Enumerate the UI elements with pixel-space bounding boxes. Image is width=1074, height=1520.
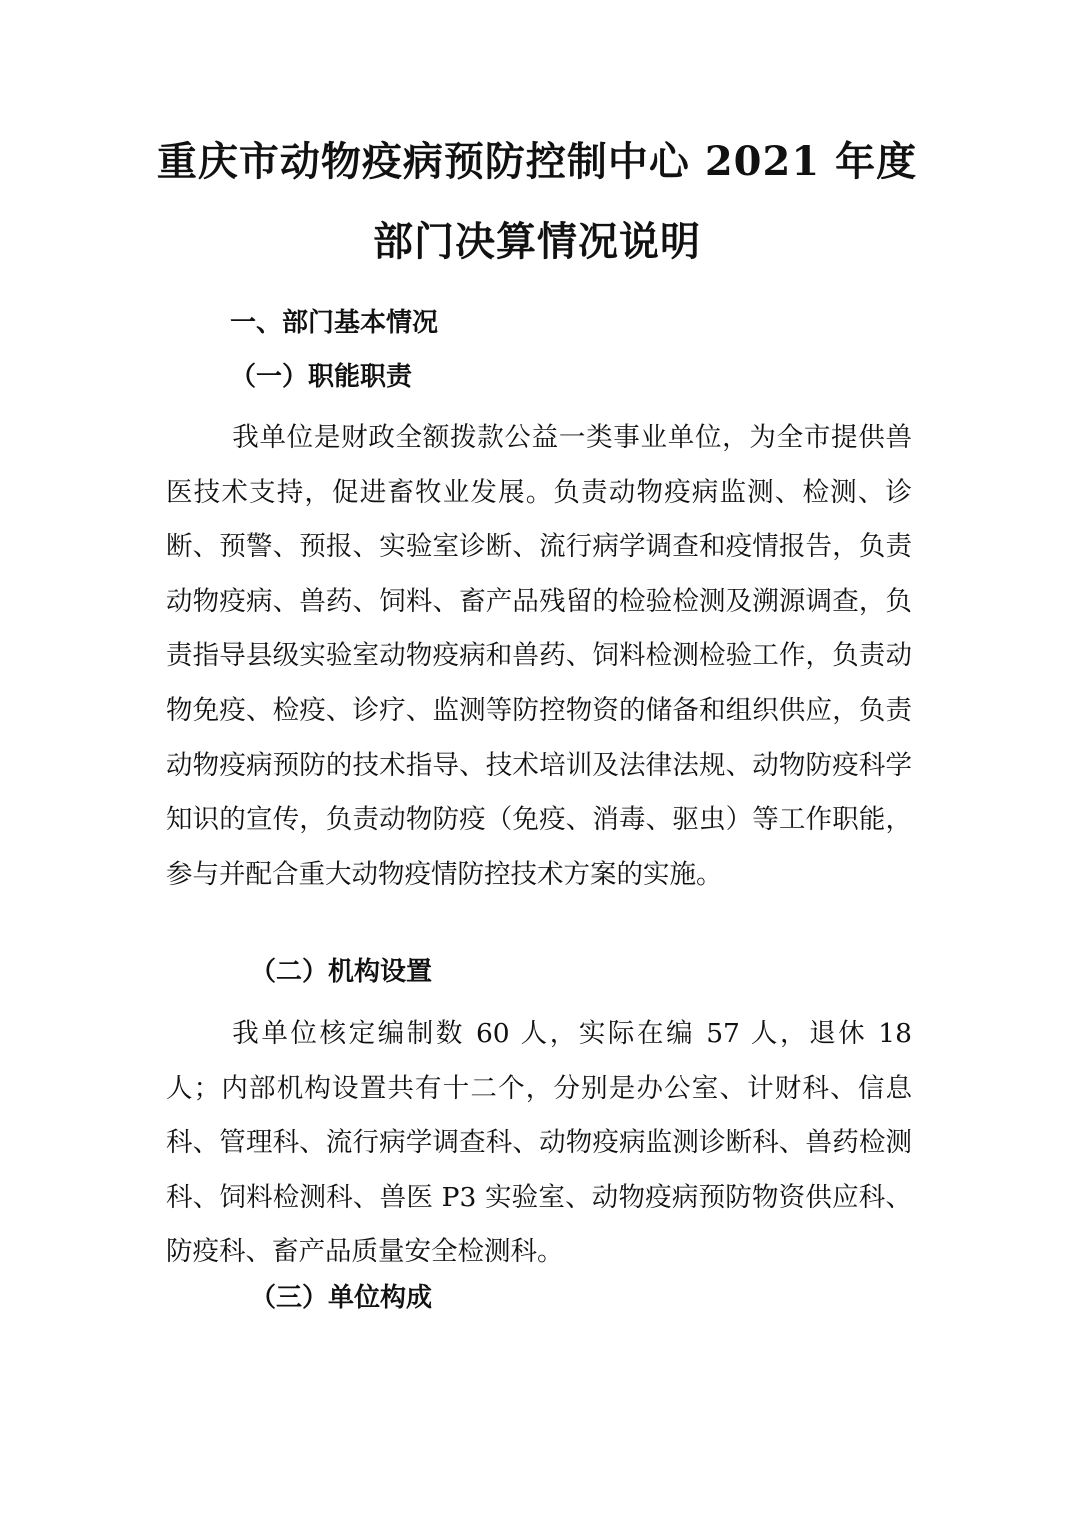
paragraph-organization: 我单位核定编制数 60 人，实际在编 57 人，退休 18 人；内部机构设置共有十二个，分别是办公室、计财科、信息科、管理科、流行病学调查科、动物疫病监测诊断科、兽药检测科、饲料检测科、兽医 P3 实验室、动物疫病预防物资供应科、防疫科、畜产品质量安全检测科。 [166,1018,912,1268]
document-title-line-1: 重庆市动物疫病预防控制中心 2021 年度 [156,138,918,185]
subsection-heading-organization: （二）机构设置 [250,957,433,987]
subsection-heading-functions: （一）职能职责 [230,362,413,392]
document-title-line-2: 部门决算情况说明 [373,218,701,265]
paragraph-functions: 我单位是财政全额拨款公益一类事业单位，为全市提供兽医技术支持，促进畜牧业发展。负责动物疫病监测、检测、诊断、预警、预报、实验室诊断、流行病学调查和疫情报告，负责动物疫病、兽药、饲料、畜产品残留的检验检测及溯源调查，负责指导县级实验室动物疫病和兽药、饲料检测检验工作，负责动物免疫、检疫、诊疗、监测等防控物资的储备和组织供应，负责动物疫病预防的技术指导、技术培训及法律法规、动物防疫科学知识的宣传，负责动物防疫（免疫、消毒、驱虫）等工作职能，参与并配合重大动物疫情防控技术方案的实施。 [166,422,912,890]
subsection-heading-unit-composition: （三）单位构成 [250,1283,433,1313]
section-heading-basic-info: 一、部门基本情况 [230,308,439,338]
